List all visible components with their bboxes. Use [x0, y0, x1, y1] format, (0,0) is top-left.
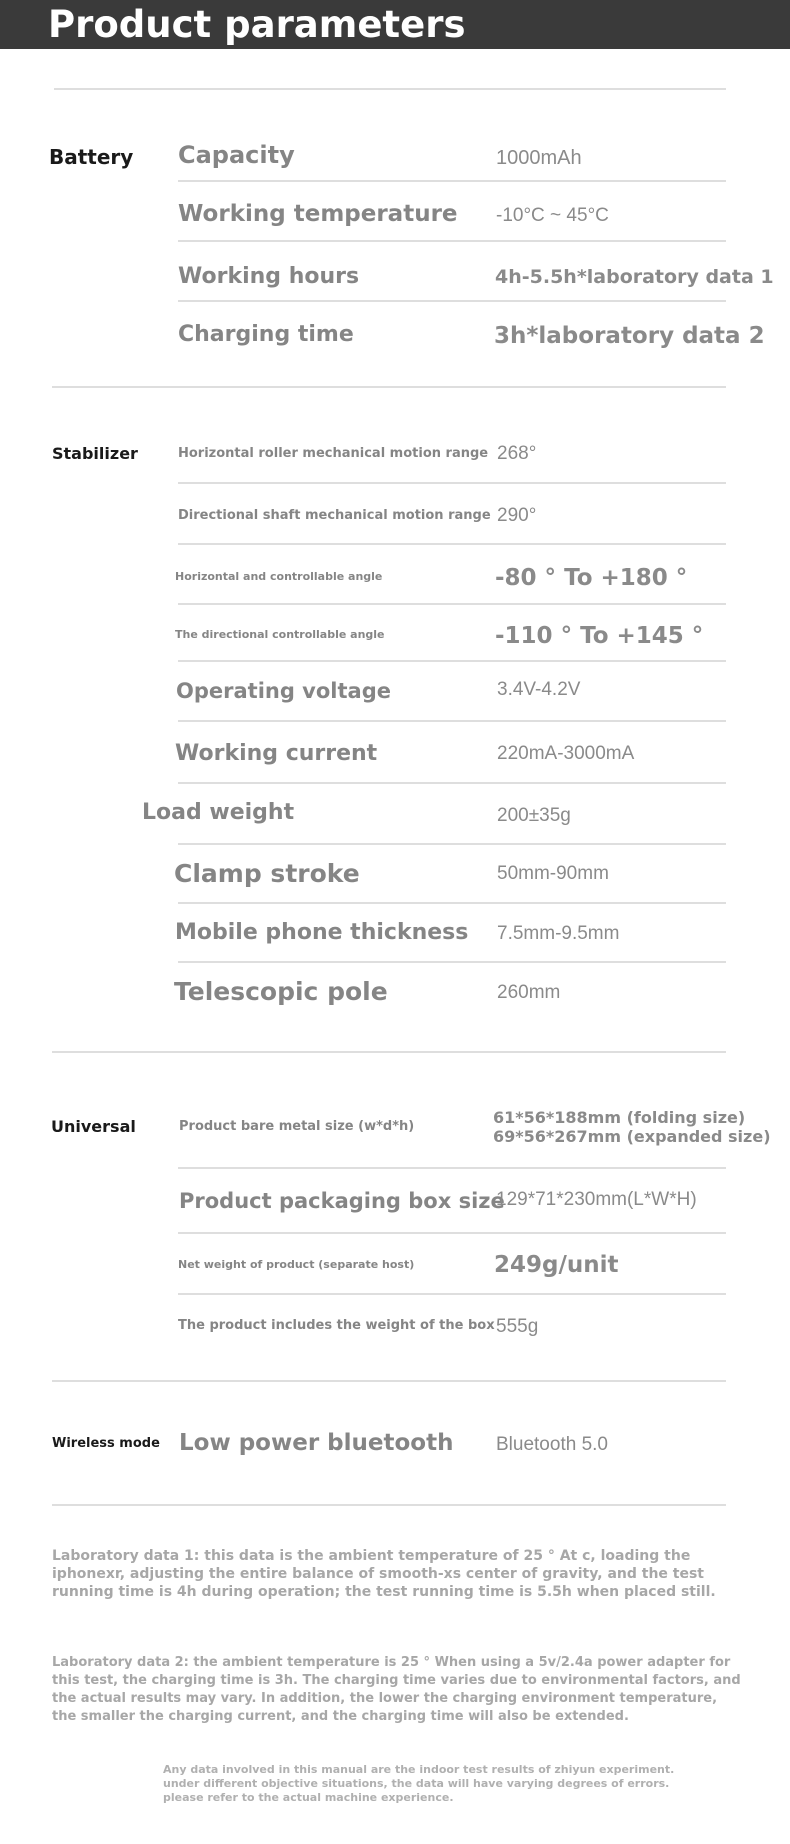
param-value-operating-voltage: 3.4V-4.2V [497, 679, 581, 700]
page-title: Product parameters [48, 3, 466, 46]
note-line: Laboratory data 1: this data is the ambient temperature of 25 ° At c, loading the [52, 1548, 691, 1564]
row-divider [178, 961, 726, 963]
param-value-directional-shaft-range: 290° [497, 505, 537, 526]
param-value-mobile-phone-thickness: 7.5mm-9.5mm [497, 923, 620, 944]
row-divider [178, 1293, 726, 1295]
row-divider [178, 482, 726, 484]
note-line: running time is 4h during operation; the test running time is 5.5h when placed still. [52, 1584, 716, 1600]
param-value-bare-metal-size-expanded: 69*56*267mm (expanded size) [493, 1127, 771, 1146]
lab-data-1-note [52, 1547, 716, 1601]
note-line: Laboratory data 2: the ambient temperature is 25 ° When using a 5v/2.4a power adapter for [52, 1655, 731, 1670]
param-value-clamp-stroke: 50mm-90mm [497, 863, 609, 884]
row-divider [178, 782, 726, 784]
section-label-wireless-mode: Wireless mode [52, 1436, 160, 1451]
param-value-packaging-box-size: 129*71*230mm(L*W*H) [496, 1189, 697, 1210]
param-label-operating-voltage: Operating voltage [176, 679, 391, 703]
param-label-directional-shaft-range: Directional shaft mechanical motion range [178, 508, 491, 523]
row-divider [178, 1232, 726, 1234]
param-value-horizontal-controllable-angle: -80 ° To +180 ° [495, 565, 688, 591]
param-value-weight-with-box: 555g [496, 1316, 539, 1337]
lab-data-2-note [52, 1654, 741, 1726]
param-value-load-weight: 200±35g [497, 805, 571, 826]
section-label-battery: Battery [49, 145, 134, 169]
param-value-telescopic-pole: 260mm [497, 982, 561, 1003]
param-label-working-current: Working current [175, 741, 378, 766]
param-label-net-weight: Net weight of product (separate host) [178, 1258, 415, 1271]
param-value-working-current: 220mA-3000mA [497, 743, 635, 764]
param-label-mobile-phone-thickness: Mobile phone thickness [175, 920, 469, 945]
param-label-capacity: Capacity [178, 141, 295, 169]
section-label-universal: Universal [51, 1117, 136, 1136]
header-bar [0, 0, 790, 49]
row-divider [178, 300, 726, 302]
param-value-capacity: 1000mAh [496, 147, 582, 169]
row-divider [178, 240, 726, 242]
param-label-directional-controllable-angle: The directional controllable angle [175, 628, 385, 641]
row-divider [178, 660, 726, 662]
param-value-net-weight: 249g/unit [494, 1252, 619, 1278]
param-label-packaging-box-size: Product packaging box size [179, 1189, 505, 1213]
param-label-horizontal-controllable-angle: Horizontal and controllable angle [175, 570, 383, 583]
param-value-horizontal-roller-range: 268° [497, 443, 537, 464]
note-line: the smaller the charging current, and the charging time will also be extended. [52, 1709, 629, 1724]
note-line: under different objective situations, the data will have varying degrees of errors. [163, 1777, 670, 1790]
row-divider [178, 180, 726, 182]
section-divider [52, 1380, 726, 1382]
param-label-horizontal-roller-range: Horizontal roller mechanical motion range [178, 446, 489, 461]
param-value-bluetooth-version: Bluetooth 5.0 [496, 1434, 608, 1455]
section-divider [52, 386, 726, 388]
param-label-bare-metal-size: Product bare metal size (w*d*h) [179, 1119, 415, 1134]
row-divider [178, 720, 726, 722]
param-value-charging-time: 3h*laboratory data 2 [494, 323, 765, 349]
param-label-load-weight: Load weight [142, 800, 295, 825]
divider [54, 88, 726, 90]
note-line: please refer to the actual machine experience. [163, 1791, 454, 1804]
param-label-working-temperature: Working temperature [178, 201, 458, 227]
note-line: this test, the charging time is 3h. The charging time varies due to environmental factors, and [52, 1673, 741, 1688]
section-divider [52, 1504, 726, 1506]
section-divider [52, 1051, 726, 1053]
param-label-low-power-bluetooth: Low power bluetooth [179, 1430, 454, 1456]
row-divider [178, 543, 726, 545]
note-line: iphonexr, adjusting the entire balance of smooth-xs center of gravity, and the test [52, 1566, 704, 1582]
param-value-working-temperature: -10°C ~ 45°C [496, 205, 609, 226]
param-label-weight-with-box: The product includes the weight of the box [178, 1318, 495, 1333]
param-label-working-hours: Working hours [178, 264, 360, 289]
param-value-working-hours: 4h-5.5h*laboratory data 1 [495, 266, 774, 288]
row-divider [178, 902, 726, 904]
row-divider [178, 1167, 726, 1169]
param-value-bare-metal-size-folding: 61*56*188mm (folding size) [493, 1108, 746, 1127]
param-label-clamp-stroke: Clamp stroke [174, 859, 360, 888]
param-label-charging-time: Charging time [178, 322, 354, 347]
param-value-directional-controllable-angle: -110 ° To +145 ° [495, 623, 704, 649]
note-line: Any data involved in this manual are the indoor test results of zhiyun experiment. [163, 1763, 675, 1776]
disclaimer-note [163, 1763, 674, 1805]
row-divider [178, 603, 726, 605]
section-label-stabilizer: Stabilizer [52, 444, 138, 463]
note-line: the actual results may vary. In addition, the lower the charging environment temperature, [52, 1691, 718, 1706]
param-label-telescopic-pole: Telescopic pole [174, 977, 388, 1006]
row-divider [178, 843, 726, 845]
